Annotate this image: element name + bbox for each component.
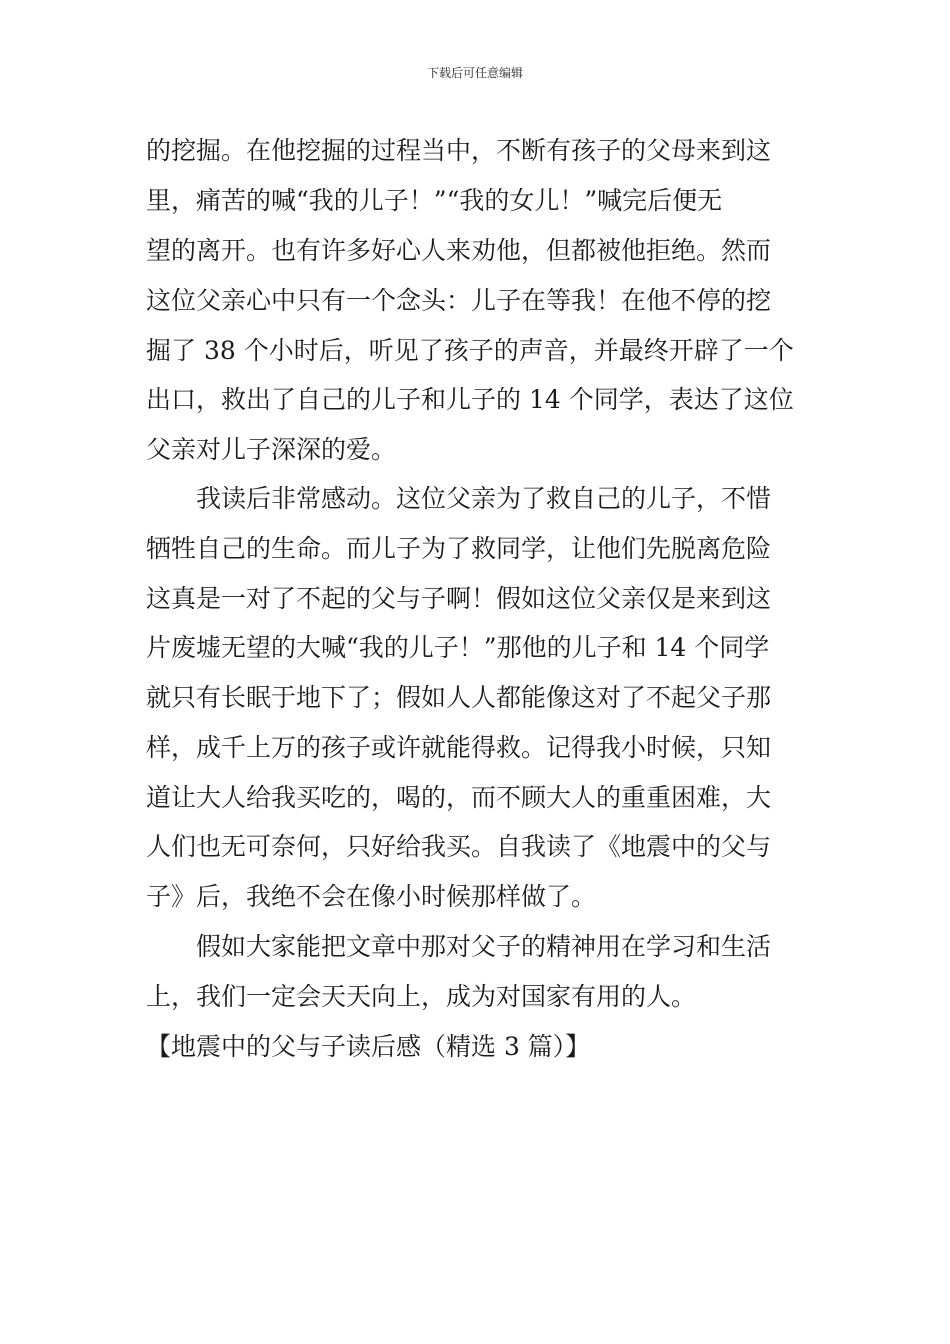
text-line: 就只有长眠于地下了；假如人人都能像这对了不起父子那 (146, 683, 772, 712)
text-line: 假如大家能把文章中那对父子的精神用在学习和生活 (146, 932, 772, 961)
text-line: 掘了 38 个小时后，听见了孩子的声音，并最终开辟了一个 (146, 336, 794, 365)
section-title: 【地震中的父与子读后感（精选 3 篇）】 (146, 1032, 591, 1061)
text-line: 的挖掘。在他挖掘的过程当中，不断有孩子的父母来到这 (146, 136, 772, 165)
text-line: 这真是一对了不起的父与子啊！假如这位父亲仅是来到这 (146, 584, 772, 613)
text-line: 这位父亲心中只有一个念头：儿子在等我！在他不停的挖 (146, 286, 772, 315)
page-header: 下载后可任意编辑 (426, 66, 523, 80)
text-line: 子》后，我绝不会在像小时候那样做了。 (146, 882, 597, 911)
text-line: 望的离开。也有许多好心人来劝他，但都被他拒绝。然而 (146, 236, 772, 265)
text-line: 上，我们一定会天天向上，成为对国家有用的人。 (146, 982, 697, 1011)
text-line: 我读后非常感动。这位父亲为了救自己的儿子，不惜 (146, 484, 772, 513)
text-line: 样，成千上万的孩子或许就能得救。记得我小时候，只知 (146, 733, 772, 762)
text-line: 出口，救出了自己的儿子和儿子的 14 个同学，表达了这位 (146, 385, 794, 414)
text-line: 人们也无可奈何，只好给我买。自我读了《地震中的父与 (146, 832, 772, 861)
text-line: 里，痛苦的喊“我的儿子！”“我的女儿！”喊完后便无 (146, 186, 723, 215)
text-line: 片废墟无望的大喊“我的儿子！”那他的儿子和 14 个同学 (146, 633, 770, 662)
text-line: 道让大人给我买吃的，喝的，而不顾大人的重重困难，大 (146, 783, 772, 812)
text-line: 父亲对儿子深深的爱。 (146, 435, 397, 464)
text-line: 牺牲自己的生命。而儿子为了救同学，让他们先脱离危险 (146, 534, 772, 563)
